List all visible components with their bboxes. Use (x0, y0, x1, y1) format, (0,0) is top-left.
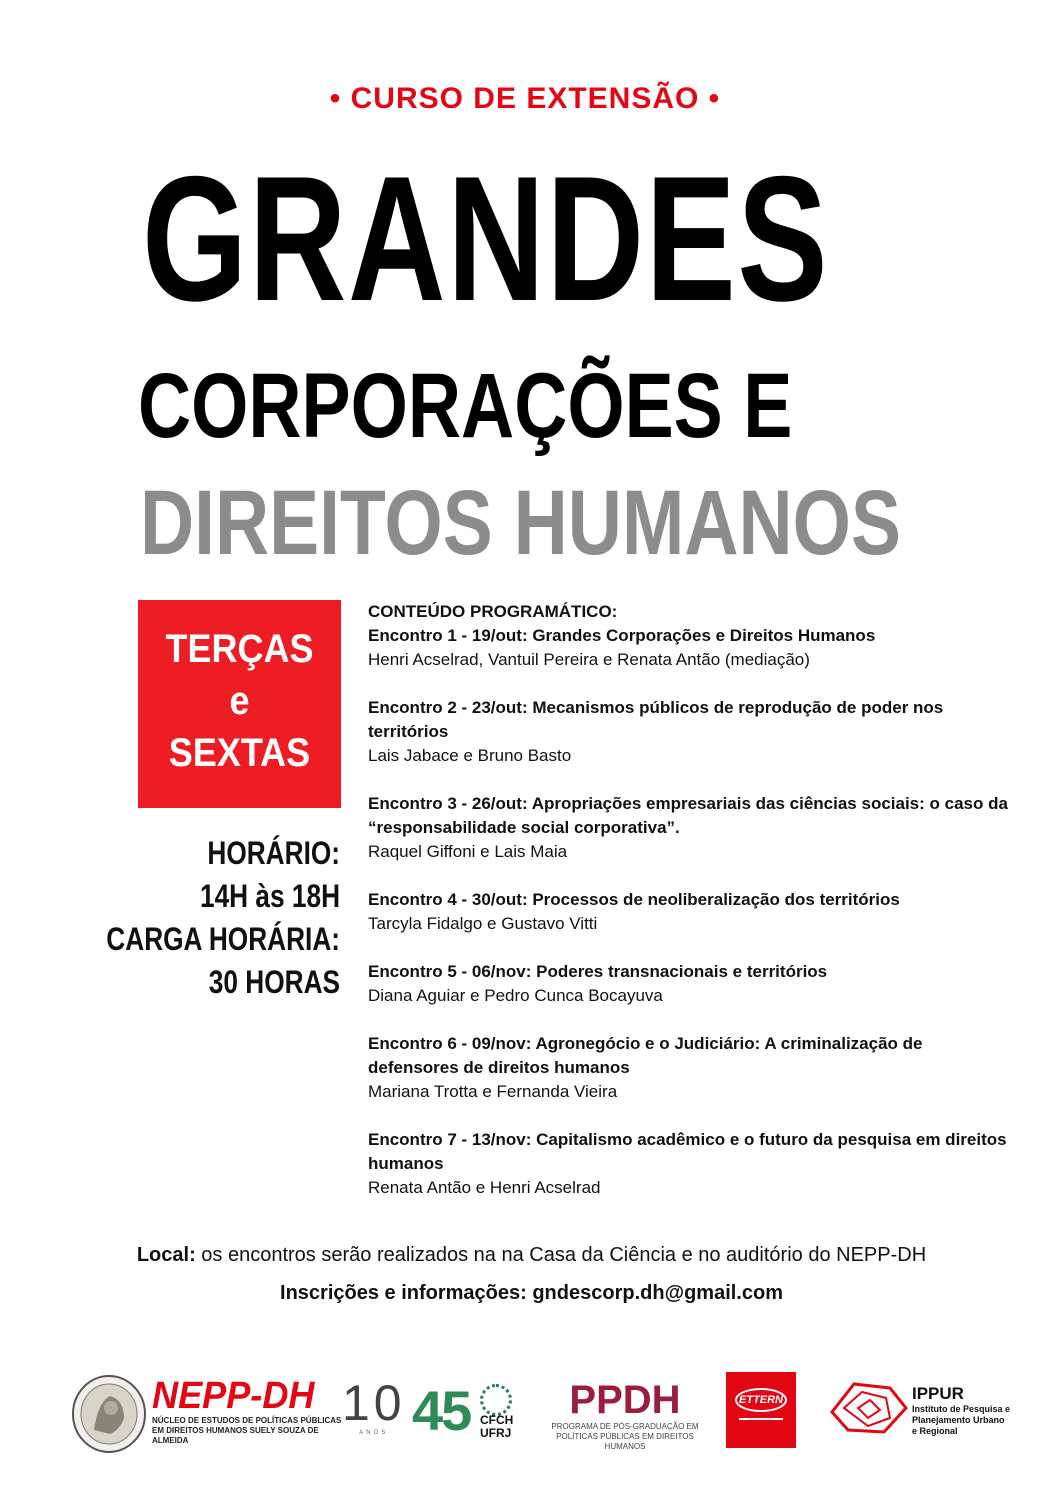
session-5 (368, 960, 1008, 1008)
nepp-name: NEPP-DH (152, 1375, 315, 1417)
ppdh-name: PPDH (569, 1378, 681, 1422)
schedule-time-label: HORÁRIO: (207, 835, 340, 871)
session-speakers: Renata Antão e Henri Acselrad (368, 1178, 601, 1197)
title-corporacoes: CORPORAÇÕES E (138, 355, 793, 457)
session-title: Encontro 5 - 06/nov: Poderes transnacionais e territórios (368, 962, 828, 981)
days-line-2: e (229, 679, 250, 723)
ippur-sub-2: Planejamento Urbano (912, 1415, 1005, 1425)
session-4 (368, 888, 1008, 936)
cfch-logo (412, 1379, 522, 1442)
ettern-name: ETTERN (735, 1388, 787, 1412)
session-7 (368, 1128, 1008, 1200)
session-speakers: Henri Acselrad, Vantuil Pereira e Renata Antão (mediação) (368, 650, 810, 669)
ten-years-number: 10 (342, 1375, 406, 1431)
ippur-mark-icon (824, 1378, 912, 1438)
course-kicker: • CURSO DE EXTENSÃO • (329, 82, 721, 115)
session-2 (368, 696, 1008, 768)
ippur-name: IPPUR (912, 1384, 964, 1403)
ippur-logo (912, 1384, 1022, 1437)
session-speakers: Mariana Trotta e Fernanda Vieira (368, 1082, 618, 1101)
session-1 (368, 624, 1008, 672)
session-speakers: Lais Jabace e Bruno Basto (368, 746, 572, 765)
cfch-label: CFCH (480, 1413, 514, 1427)
session-title: Encontro 2 - 23/out: Mecanismos públicos de reprodução de poder nos territórios (368, 698, 944, 741)
location-line (0, 1244, 1063, 1267)
ten-years-logo (342, 1376, 406, 1436)
session-title: Encontro 6 - 09/nov: Agronegócio e o Judiciário: A criminalização de defensores de direitos humanos (368, 1034, 923, 1077)
title-grandes: GRANDES (142, 139, 830, 338)
days-line-1: TERÇAS (165, 627, 314, 671)
days-box (138, 600, 341, 808)
session-title: Encontro 7 - 13/nov: Capitalismo acadêmico e o futuro da pesquisa em direitos humanos (368, 1130, 1007, 1173)
session-title: Encontro 3 - 26/out: Apropriações empresariais das ciências sociais: o caso da “responsabilidade social corporativa”. (368, 794, 1008, 837)
session-speakers: Tarcyla Fidalgo e Gustavo Vitti (368, 914, 598, 933)
ppdh-sub-1: PROGRAMA DE PÓS-GRADUAÇÃO EM (551, 1422, 699, 1431)
cfch-ufrj: UFRJ (480, 1426, 512, 1440)
program-list (368, 600, 1008, 1200)
schedule-block (55, 832, 340, 1004)
ppdh-logo (540, 1378, 710, 1452)
session-title: Encontro 4 - 30/out: Processos de neoliberalização dos territórios (368, 890, 900, 909)
cfch-sun-icon (480, 1384, 512, 1416)
ettern-divider (739, 1418, 783, 1420)
session-speakers: Raquel Giffoni e Lais Maia (368, 842, 568, 861)
logo-strip (60, 1372, 1020, 1462)
schedule-load-label: CARGA HORÁRIA: (106, 921, 340, 957)
days-line-3: SEXTAS (168, 731, 311, 775)
ufrj-seal-icon (70, 1374, 148, 1454)
schedule-load: 30 HORAS (208, 964, 340, 1000)
ettern-logo (726, 1372, 796, 1448)
ppdh-sub-2: POLÍTICAS PÚBLICAS EM DIREITOS HUMANOS (556, 1432, 694, 1451)
location-text: os encontros serão realizados na na Casa da Ciência e no auditório do NEPP-DH (195, 1244, 927, 1266)
session-speakers: Diana Aguiar e Pedro Cunca Bocayuva (368, 986, 663, 1005)
session-title: Encontro 1 - 19/out: Grandes Corporações e Direitos Humanos (368, 626, 876, 645)
session-6 (368, 1032, 1008, 1104)
location-label: Local: (136, 1244, 196, 1266)
ippur-sub-3: e Regional (912, 1426, 958, 1436)
cfch-number: 45 (412, 1379, 471, 1442)
contact-line: Inscrições e informações: gndescorp.dh@gmail.com (280, 1282, 783, 1304)
nepp-logo (152, 1376, 342, 1446)
session-3 (368, 792, 1008, 864)
schedule-time: 14H às 18H (199, 878, 340, 914)
nepp-sub-1: NÚCLEO DE ESTUDOS DE POLÍTICAS PÚBLICAS (152, 1416, 342, 1425)
nepp-sub-2: EM DIREITOS HUMANOS SUELY SOUZA DE ALMEIDA (152, 1426, 319, 1445)
title-direitos-humanos: DIREITOS HUMANOS (140, 472, 901, 574)
ten-years-label: ANOS (359, 1430, 389, 1436)
ippur-sub-1: Instituto de Pesquisa e (912, 1404, 1011, 1414)
program-heading: CONTEÚDO PROGRAMÁTICO: (368, 602, 618, 621)
